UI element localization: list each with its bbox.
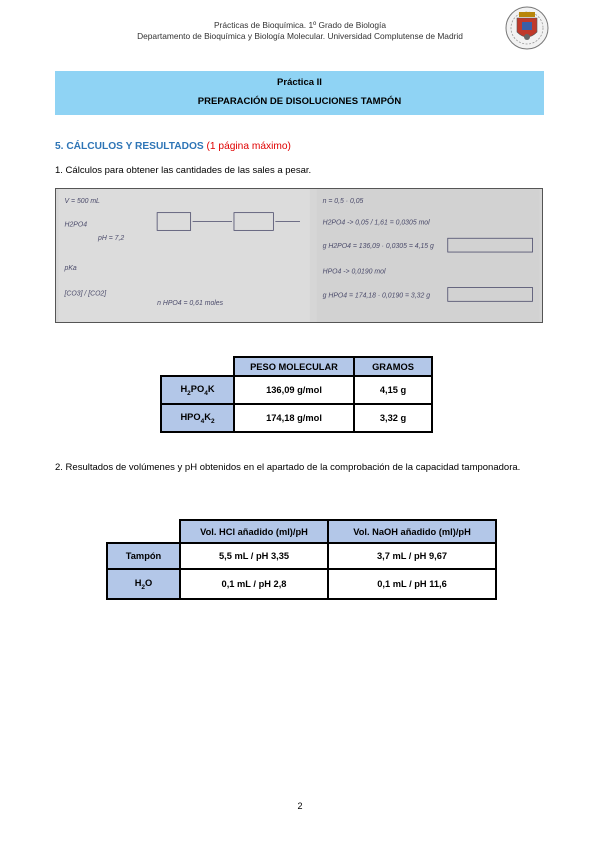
hcl-result-cell: 5,5 mL / pH 3,35 <box>180 543 328 569</box>
column-header-molecular-weight: PESO MOLECULAR <box>234 357 354 376</box>
handwriting-left-line: H2PO4 <box>64 221 88 229</box>
handwriting-right-line: n = 0,5 · 0,05 <box>322 197 364 205</box>
university-seal-icon <box>505 4 549 52</box>
question-1: 1. Cálculos para obtener las cantidades de las sales a pesar. <box>55 165 312 176</box>
salts-table <box>160 356 433 433</box>
header-line-2: Departamento de Bioquímica y Biología Molecular. Universidad Complutense de Madrid <box>137 31 463 41</box>
handwriting-right-line: H2PO4 -> 0,05 / 1,61 = 0,0305 mol <box>322 219 430 227</box>
section-heading <box>55 141 291 152</box>
handwritten-calculations-photo <box>55 188 543 323</box>
table-row <box>107 543 496 569</box>
row-label-water: $H_2O$ <box>107 569 180 599</box>
grams-cell: 4,15 g <box>354 376 432 404</box>
handwriting-right-line: g HPO4 = 174,18 · 0,0190 = 3,32 g <box>322 292 431 300</box>
column-header-grams: GRAMOS <box>354 357 432 376</box>
row-label-potassium-dihydrogen-phosphate: $H_2PO_4K$ <box>161 376 234 404</box>
practice-title: Práctica II <box>277 77 322 88</box>
practice-subtitle: PREPARACIÓN DE DISOLUCIONES TAMPÓN <box>197 96 402 107</box>
title-banner <box>55 71 544 115</box>
handwriting-right-line: g H2PO4 = 136,09 · 0,0305 = 4,15 g <box>322 243 434 251</box>
row-label-buffer: Tampón <box>107 543 180 569</box>
handwriting-left-line: pH = 7,2 <box>98 235 125 243</box>
naoh-result-cell: 0,1 mL / pH 11,6 <box>328 569 496 599</box>
handwriting-left-line: [CO3] / [CO2] <box>64 290 107 298</box>
molecular-weight-cell: 174,18 g/mol <box>234 404 354 432</box>
row-label-dipotassium-phosphate: $HPO_4K_2$ <box>161 404 234 432</box>
table-row <box>161 404 432 432</box>
grams-cell: 3,32 g <box>354 404 432 432</box>
table-row <box>161 376 432 404</box>
page-header <box>90 20 510 42</box>
hcl-result-cell: 0,1 mL / pH 2,8 <box>180 569 328 599</box>
page-number: 2 <box>297 801 303 811</box>
molecular-weight-cell: 136,09 g/mol <box>234 376 354 404</box>
column-header-naoh: Vol. NaOH añadido (ml)/pH <box>328 520 496 543</box>
section-note: (1 página máximo) <box>206 141 291 152</box>
naoh-result-cell: 3,7 mL / pH 9,67 <box>328 543 496 569</box>
question-2: 2. Resultados de volúmenes y pH obtenidos en el apartado de la comprobación de la capacidad tamponadora. <box>55 462 521 473</box>
column-header-hcl: Vol. HCl añadido (ml)/pH <box>180 520 328 543</box>
buffer-capacity-table <box>106 519 497 600</box>
section-title: 5. CÁLCULOS Y RESULTADOS <box>55 141 204 152</box>
header-line-1: Prácticas de Bioquímica. 1º Grado de Biología <box>213 20 387 30</box>
handwriting-right-line: HPO4 -> 0,0190 mol <box>322 268 386 276</box>
table-row <box>107 569 496 599</box>
handwriting-left-line: pKa <box>64 264 77 272</box>
handwriting-left-line: n HPO4 = 0,61 moles <box>157 300 224 308</box>
handwriting-left-line: V = 500 mL <box>64 197 100 205</box>
